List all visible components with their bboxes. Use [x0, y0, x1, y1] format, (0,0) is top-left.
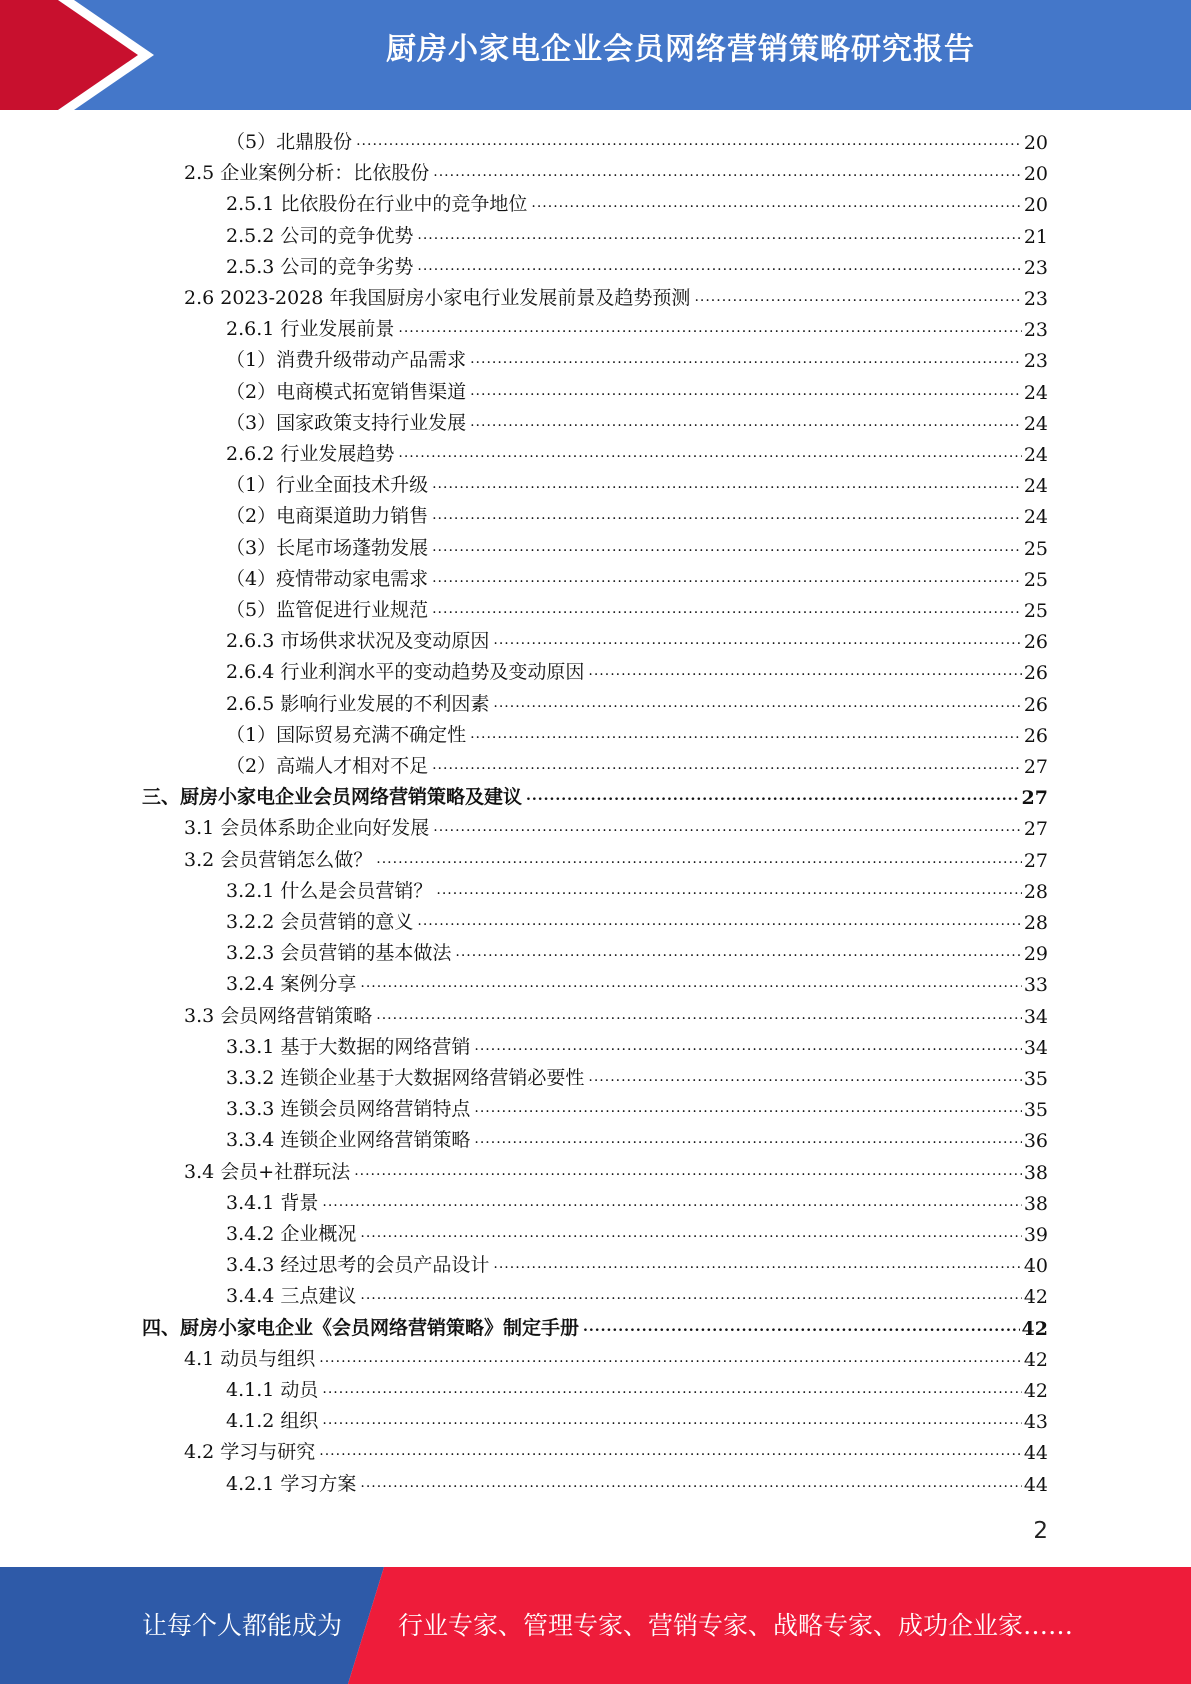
footer-banner — [0, 1567, 1191, 1684]
toc-entry-page: 27 — [1023, 818, 1048, 841]
toc-entry[interactable] — [226, 1280, 1048, 1308]
toc-entry[interactable] — [226, 1218, 1048, 1246]
toc-dot-leader — [376, 1005, 1022, 1025]
toc-entry-label: 2.6.5 影响行业发展的不利因素 — [226, 692, 490, 715]
footer-slogan-left: 让每个人都能成为 — [142, 1611, 343, 1640]
toc-entry-page: 23 — [1023, 256, 1048, 279]
toc-entry-label: 3.2.4 案例分享 — [226, 973, 357, 996]
toc-dot-leader — [432, 599, 1022, 619]
toc-entry-label: 2.6.3 市场供求状况及变动原因 — [226, 630, 490, 653]
toc-entry[interactable] — [226, 344, 1048, 372]
toc-entry[interactable] — [184, 812, 1048, 840]
toc-dot-leader — [493, 1254, 1021, 1274]
toc-dot-leader — [319, 1441, 1022, 1461]
toc-entry-label: 3.2.2 会员营销的意义 — [226, 911, 414, 933]
toc-entry-page: 29 — [1023, 943, 1048, 966]
toc-entry-page: 24 — [1023, 412, 1048, 435]
toc-entry-label: 3.3 会员网络营销策略 — [184, 1004, 373, 1027]
toc-entry-label: 2.5.3 公司的竞争劣势 — [226, 255, 414, 278]
toc-entry-page: 28 — [1023, 880, 1048, 903]
toc-dot-leader — [455, 942, 1021, 962]
page-number: 2 — [1033, 1518, 1048, 1544]
toc-entry-label: （1）国际贸易充满不确定性 — [226, 723, 467, 746]
toc-entry[interactable] — [226, 625, 1048, 653]
toc-entry-label: 3.3.4 连锁企业网络营销策略 — [226, 1129, 471, 1152]
toc-dot-leader — [526, 786, 1020, 806]
toc-entry-page: 23 — [1023, 350, 1048, 373]
toc-entry-page: 27 — [1023, 849, 1048, 872]
toc-entry-label: 3.3.2 连锁企业基于大数据网络营销必要性 — [226, 1067, 585, 1089]
toc-entry[interactable] — [226, 126, 1048, 154]
toc-entry-label: 3.2.1 什么是会员营销？ — [226, 879, 433, 902]
toc-entry-page: 27 — [1021, 787, 1048, 810]
toc-entry[interactable] — [226, 1187, 1048, 1215]
toc-dot-leader — [356, 131, 1022, 151]
toc-entry-label: 2.6.4 行业利润水平的变动趋势及变动原因 — [226, 661, 585, 684]
toc-dot-leader — [493, 693, 1021, 713]
toc-dot-leader — [588, 661, 1021, 681]
toc-dot-leader — [417, 256, 1021, 276]
toc-entry-page: 26 — [1023, 662, 1048, 685]
toc-entry-page: 24 — [1023, 444, 1048, 466]
toc-entry-label: 3.4.2 企业概况 — [226, 1223, 357, 1245]
toc-entry[interactable] — [226, 407, 1048, 435]
toc-dot-leader — [322, 1192, 1021, 1212]
toc-entry[interactable] — [184, 1000, 1048, 1028]
toc-entry[interactable] — [226, 656, 1048, 684]
toc-dot-leader — [360, 1223, 1021, 1243]
toc-entry[interactable] — [226, 1124, 1048, 1152]
toc-entry-page: 26 — [1023, 693, 1048, 716]
toc-entry[interactable] — [226, 594, 1048, 622]
toc-entry[interactable] — [226, 313, 1048, 341]
toc-entry[interactable] — [226, 376, 1048, 404]
toc-entry[interactable] — [226, 906, 1048, 934]
toc-entry[interactable] — [226, 251, 1048, 279]
toc-entry[interactable] — [142, 781, 1048, 809]
toc-entry-page: 35 — [1023, 1068, 1048, 1090]
toc-dot-leader — [319, 1348, 1022, 1368]
toc-dot-leader — [354, 1161, 1022, 1181]
toc-entry[interactable] — [226, 532, 1048, 560]
toc-entry-page: 38 — [1023, 1161, 1048, 1184]
toc-entry-page: 44 — [1023, 1473, 1048, 1496]
toc-entry-page: 20 — [1023, 163, 1048, 186]
toc-entry[interactable] — [226, 438, 1048, 466]
toc-dot-leader — [360, 1285, 1021, 1305]
toc-entry-page: 24 — [1023, 506, 1048, 529]
toc-entry-page: 33 — [1023, 974, 1048, 997]
toc-entry-label: 4.1 动员与组织 — [184, 1347, 316, 1370]
toc-entry-page: 23 — [1023, 319, 1048, 342]
toc-entry-label: 3.4.4 三点建议 — [226, 1285, 357, 1308]
toc-entry-page: 24 — [1023, 475, 1048, 498]
toc-entry[interactable] — [226, 1062, 1048, 1090]
toc-dot-leader — [398, 443, 1021, 463]
toc-entry-page: 28 — [1023, 912, 1048, 934]
toc-entry-page: 42 — [1023, 1286, 1048, 1309]
toc-dot-leader — [474, 1129, 1021, 1149]
toc-entry[interactable] — [184, 1343, 1048, 1371]
toc-dot-leader — [432, 537, 1022, 557]
toc-entry-label: 3.2.3 会员营销的基本做法 — [226, 942, 452, 965]
toc-entry-label: 4.1.1 动员 — [226, 1379, 319, 1401]
toc-entry-label: （1）行业全面技术升级 — [226, 474, 429, 497]
toc-entry[interactable] — [226, 1405, 1048, 1433]
toc-entry-label: （1）消费升级带动产品需求 — [226, 349, 467, 372]
toc-dot-leader — [588, 1067, 1021, 1087]
toc-entry-page: 25 — [1023, 600, 1048, 622]
toc-entry-page: 25 — [1023, 568, 1048, 591]
toc-dot-leader — [470, 381, 1022, 401]
toc-dot-leader — [470, 724, 1022, 744]
toc-entry[interactable] — [184, 1156, 1048, 1184]
toc-entry[interactable] — [226, 1249, 1048, 1277]
toc-entry-page: 34 — [1023, 1036, 1048, 1059]
toc-entry[interactable] — [226, 220, 1048, 248]
toc-entry-page: 34 — [1023, 1005, 1048, 1028]
toc-entry-label: （2）电商渠道助力销售 — [226, 505, 429, 528]
toc-dot-leader — [432, 474, 1022, 494]
toc-entry[interactable] — [226, 1093, 1048, 1121]
toc-entry-label: 4.2 学习与研究 — [184, 1441, 316, 1464]
toc-dot-leader — [322, 1410, 1021, 1430]
toc-entry-page: 26 — [1023, 631, 1048, 654]
toc-entry[interactable] — [226, 968, 1048, 996]
toc-entry-label: 2.5 企业案例分析：比依股份 — [184, 162, 430, 185]
toc-entry[interactable] — [226, 1468, 1048, 1496]
toc-entry-label: （2）电商模式拓宽销售渠道 — [226, 380, 467, 403]
toc-entry-page: 38 — [1023, 1192, 1048, 1215]
toc-entry-label: 3.4.1 背景 — [226, 1191, 319, 1214]
toc-entry-label: 2.5.2 公司的竞争优势 — [226, 224, 414, 247]
toc-dot-leader — [433, 817, 1022, 837]
toc-dot-leader — [417, 225, 1021, 245]
toc-entry[interactable] — [184, 282, 1048, 310]
toc-entry-label: （3）国家政策支持行业发展 — [226, 411, 467, 434]
toc-entry-page: 23 — [1023, 288, 1048, 310]
toc-dot-leader — [432, 505, 1022, 525]
toc-entry-label: 3.3.1 基于大数据的网络营销 — [226, 1035, 471, 1058]
toc-entry[interactable] — [226, 937, 1048, 965]
toc-dot-leader — [493, 630, 1021, 650]
toc-entry-label: （4）疫情带动家电需求 — [226, 567, 429, 590]
toc-entry-label: 四、厨房小家电企业《会员网络营销策略》制定手册 — [142, 1316, 580, 1339]
toc-dot-leader — [398, 318, 1021, 338]
toc-entry-label: 2.6.2 行业发展趋势 — [226, 443, 395, 465]
toc-dot-leader — [436, 880, 1021, 900]
toc-entry[interactable] — [226, 875, 1048, 903]
toc-dot-leader — [474, 1098, 1021, 1118]
toc-entry[interactable] — [226, 719, 1048, 747]
footer-slogan-right: 行业专家、管理专家、营销专家、战略专家、成功企业家…… — [398, 1611, 1074, 1640]
toc-entry-label: 3.4 会员+社群玩法 — [184, 1160, 351, 1183]
toc-dot-leader — [360, 973, 1021, 993]
toc-entry-page: 40 — [1023, 1255, 1048, 1278]
toc-entry-label: （5）北鼎股份 — [226, 131, 353, 153]
toc-dot-leader — [583, 1317, 1020, 1337]
toc-entry-label: 3.2 会员营销怎么做？ — [184, 848, 373, 871]
toc-dot-leader — [531, 193, 1021, 213]
toc-entry-page: 25 — [1023, 537, 1048, 560]
toc-entry-page: 35 — [1023, 1099, 1048, 1122]
toc-entry-label: （3）长尾市场蓬勃发展 — [226, 536, 429, 559]
toc-entry-label: 2.6 2023-2028 年我国厨房小家电行业发展前景及趋势预测 — [184, 287, 691, 309]
toc-entry-page: 27 — [1023, 756, 1048, 778]
toc-dot-leader — [432, 755, 1022, 775]
toc-entry-label: 3.1 会员体系助企业向好发展 — [184, 817, 430, 840]
toc-entry-label: 三、厨房小家电企业会员网络营销策略及建议 — [142, 786, 523, 809]
toc-entry-label: 2.6.1 行业发展前景 — [226, 318, 395, 341]
toc-dot-leader — [417, 911, 1021, 931]
toc-entry-label: （5）监管促进行业规范 — [226, 599, 429, 621]
toc-entry[interactable] — [226, 1374, 1048, 1402]
toc-dot-leader — [694, 287, 1021, 307]
toc-dot-leader — [432, 568, 1022, 588]
toc-entry-page: 42 — [1023, 1380, 1048, 1402]
toc-dot-leader — [433, 162, 1022, 182]
toc-dot-leader — [322, 1379, 1021, 1399]
toc-entry-label: 3.4.3 经过思考的会员产品设计 — [226, 1254, 490, 1277]
toc-dot-leader — [470, 412, 1022, 432]
toc-entry-page: 39 — [1023, 1224, 1048, 1246]
toc-entry[interactable] — [226, 500, 1048, 528]
toc-entry-page: 36 — [1023, 1130, 1048, 1153]
toc-dot-leader — [360, 1473, 1021, 1493]
toc-dot-leader — [376, 849, 1022, 869]
toc-entry[interactable] — [226, 750, 1048, 778]
toc-dot-leader — [474, 1036, 1021, 1056]
toc-entry-page: 20 — [1023, 194, 1048, 217]
toc-entry[interactable] — [184, 1436, 1048, 1464]
toc-entry[interactable] — [184, 844, 1048, 872]
toc-entry[interactable] — [142, 1312, 1048, 1340]
toc-entry-page: 43 — [1023, 1411, 1048, 1434]
toc-entry[interactable] — [226, 563, 1048, 591]
toc-entry[interactable] — [184, 157, 1048, 185]
toc-entry-label: 4.2.1 学习方案 — [226, 1472, 357, 1495]
toc-entry-page: 26 — [1023, 724, 1048, 747]
toc-entry-page: 20 — [1023, 132, 1048, 154]
report-title: 厨房小家电企业会员网络营销策略研究报告 — [386, 32, 975, 67]
header-banner — [0, 0, 1191, 110]
toc-entry-label: 4.1.2 组织 — [226, 1410, 319, 1433]
toc-entry[interactable] — [226, 188, 1048, 216]
toc-entry[interactable] — [226, 469, 1048, 497]
toc-entry-page: 42 — [1023, 1348, 1048, 1371]
toc-entry-page: 24 — [1023, 381, 1048, 404]
toc-entry-page: 42 — [1021, 1317, 1048, 1340]
toc-entry-page: 21 — [1023, 225, 1048, 248]
toc-entry[interactable] — [226, 1031, 1048, 1059]
toc-dot-leader — [470, 349, 1022, 369]
toc-entry[interactable] — [226, 688, 1048, 716]
toc-entry-label: （2）高端人才相对不足 — [226, 755, 429, 777]
toc-entry-label: 3.3.3 连锁会员网络营销特点 — [226, 1098, 471, 1121]
toc-entry-page: 44 — [1023, 1442, 1048, 1465]
toc-entry-label: 2.5.1 比依股份在行业中的竞争地位 — [226, 193, 528, 216]
